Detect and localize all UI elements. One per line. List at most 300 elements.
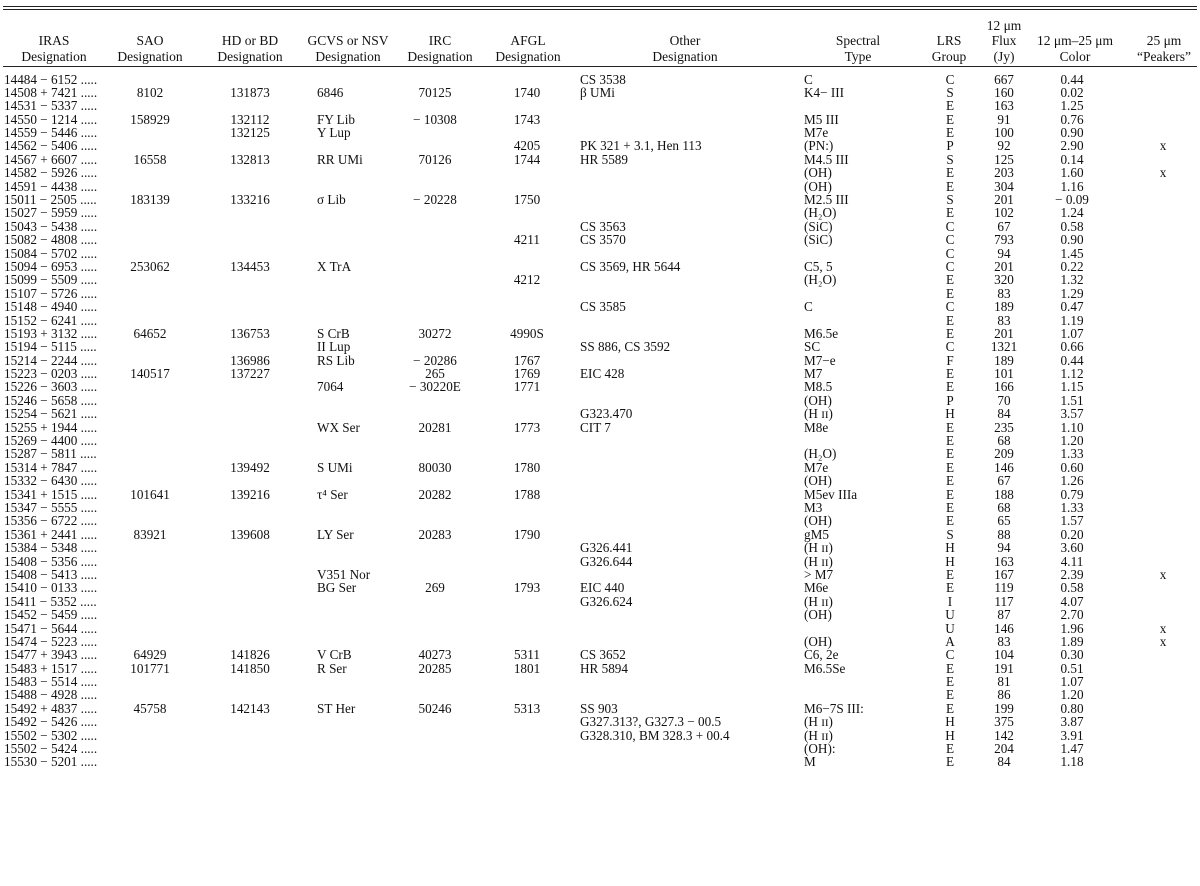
cell-color: 1.89 bbox=[1060, 633, 1084, 649]
top-rule-double bbox=[3, 9, 1197, 10]
table-row bbox=[0, 488, 1200, 501]
cell-flux: 104 bbox=[994, 647, 1014, 663]
cell-afgl: 1740 bbox=[513, 84, 541, 100]
cell-flux: 67 bbox=[997, 218, 1011, 234]
cell-other: G323.470 bbox=[580, 406, 633, 422]
cell-iras: 15488 − 4928 ..... bbox=[4, 687, 98, 703]
cell-spectral-type: (OH) bbox=[804, 165, 832, 181]
table-row bbox=[0, 247, 1200, 260]
cell-iras: 15254 − 5621 ..... bbox=[4, 406, 98, 422]
cell-lrs: E bbox=[945, 660, 955, 676]
cell-other: HR 5894 bbox=[580, 660, 628, 676]
cell-afgl: 1793 bbox=[513, 580, 541, 596]
cell-spectral-type: (H₂O) bbox=[804, 272, 837, 288]
cell-afgl: 1767 bbox=[513, 352, 541, 368]
cell-hd: 139216 bbox=[230, 486, 270, 502]
cell-spectral-type: M5ev IIIa bbox=[804, 486, 858, 502]
table-row bbox=[0, 729, 1200, 742]
cell-iras: 15214 − 2244 ..... bbox=[4, 352, 98, 368]
cell-spectral-type: (OH): bbox=[804, 741, 836, 757]
cell-irc: − 10308 bbox=[413, 111, 457, 127]
cell-color: 1.20 bbox=[1060, 687, 1084, 703]
cell-afgl: 4990S bbox=[510, 325, 544, 341]
cell-spectral-type: (H ɪɪ) bbox=[804, 593, 833, 609]
cell-afgl: 4212 bbox=[513, 272, 541, 288]
table-row bbox=[0, 287, 1200, 300]
cell-flux: 68 bbox=[997, 500, 1011, 515]
cell-other: PK 321 + 3.1, Hen 113 bbox=[580, 138, 702, 154]
table-row bbox=[0, 113, 1200, 126]
table-row bbox=[0, 166, 1200, 179]
cell-iras: 15193 + 3132 ..... bbox=[4, 325, 98, 341]
cell-sao: 8102 bbox=[136, 84, 164, 100]
cell-iras: 15226 − 3603 ..... bbox=[4, 379, 98, 395]
cell-other: SS 903 bbox=[580, 700, 618, 716]
cell-lrs: S bbox=[946, 151, 954, 167]
cell-color: 1.24 bbox=[1060, 205, 1084, 221]
cell-gcvs: 7064 bbox=[317, 379, 344, 395]
table-row bbox=[0, 407, 1200, 420]
cell-color: 1.07 bbox=[1060, 674, 1084, 690]
cell-spectral-type: M7 bbox=[804, 366, 823, 382]
table-row bbox=[0, 742, 1200, 755]
cell-color: 0.22 bbox=[1060, 258, 1084, 274]
cell-flux: 102 bbox=[994, 205, 1014, 221]
table-row bbox=[0, 273, 1200, 286]
cell-flux: 199 bbox=[994, 700, 1014, 716]
cell-afgl: 1744 bbox=[513, 151, 541, 167]
cell-peaker: x bbox=[1159, 165, 1167, 181]
table-row bbox=[0, 755, 1200, 768]
cell-lrs: H bbox=[945, 540, 955, 556]
cell-color: 0.44 bbox=[1060, 71, 1084, 87]
cell-flux: 146 bbox=[994, 620, 1014, 636]
cell-flux: 793 bbox=[994, 232, 1014, 248]
cell-spectral-type: > M7 bbox=[804, 566, 834, 582]
cell-other: G327.313?, G327.3 − 00.5 bbox=[580, 714, 722, 730]
cell-spectral-type: M3 bbox=[804, 500, 823, 515]
header-rule bbox=[3, 66, 1197, 67]
cell-iras: 14531 − 5337 ..... bbox=[4, 98, 98, 114]
cell-irc: 30272 bbox=[418, 325, 452, 341]
cell-iras: 15410 − 0133 ..... bbox=[4, 580, 98, 596]
cell-color: 1.18 bbox=[1060, 754, 1084, 770]
cell-iras: 15255 + 1944 ..... bbox=[4, 419, 98, 435]
table-row bbox=[0, 300, 1200, 313]
cell-flux: 163 bbox=[994, 98, 1014, 114]
cell-color: 3.60 bbox=[1060, 540, 1084, 556]
cell-color: 1.29 bbox=[1060, 285, 1084, 301]
cell-flux: 65 bbox=[997, 513, 1011, 529]
cell-flux: 204 bbox=[994, 741, 1014, 757]
cell-lrs: E bbox=[945, 125, 955, 141]
cell-spectral-type: C5, 5 bbox=[804, 258, 833, 274]
cell-afgl: 1771 bbox=[513, 379, 541, 395]
table-row bbox=[0, 180, 1200, 193]
cell-iras: 15269 − 4400 ..... bbox=[4, 433, 98, 449]
cell-irc: 70125 bbox=[418, 84, 452, 100]
cell-other: EIC 428 bbox=[580, 366, 625, 382]
header-hd: HD or BD Designation bbox=[217, 33, 283, 64]
cell-color: 1.26 bbox=[1060, 473, 1084, 489]
cell-spectral-type: M bbox=[804, 754, 816, 770]
table-row bbox=[0, 715, 1200, 728]
cell-flux: 201 bbox=[994, 258, 1014, 274]
cell-flux: 84 bbox=[997, 754, 1011, 770]
cell-irc: 20282 bbox=[418, 486, 452, 502]
cell-gcvs: S CrB bbox=[317, 325, 350, 341]
cell-irc: 269 bbox=[425, 580, 445, 596]
table-row bbox=[0, 622, 1200, 635]
cell-other: CS 3563 bbox=[580, 218, 626, 234]
cell-iras: 15082 − 4808 ..... bbox=[4, 232, 98, 248]
cell-flux: 67 bbox=[997, 473, 1011, 489]
cell-spectral-type: (H ɪɪ) bbox=[804, 727, 833, 743]
cell-spectral-type: (OH) bbox=[804, 178, 832, 194]
cell-irc: 265 bbox=[425, 366, 445, 382]
cell-lrs: E bbox=[945, 285, 955, 301]
cell-other: CS 3652 bbox=[580, 647, 626, 663]
cell-irc: 80030 bbox=[418, 459, 452, 475]
cell-other: G328.310, BM 328.3 + 00.4 bbox=[580, 727, 730, 743]
cell-iras: 15099 − 5509 ..... bbox=[4, 272, 98, 288]
cell-iras: 15474 − 5223 ..... bbox=[4, 633, 98, 649]
cell-lrs: I bbox=[947, 593, 953, 609]
cell-iras: 15483 − 5514 ..... bbox=[4, 674, 98, 690]
cell-spectral-type: C bbox=[804, 299, 813, 315]
cell-spectral-type: (H₂O) bbox=[804, 205, 837, 221]
cell-spectral-type: C bbox=[804, 71, 813, 87]
header-lrs: LRS Group bbox=[931, 33, 967, 64]
cell-lrs: E bbox=[945, 165, 955, 181]
cell-iras: 15347 − 5555 ..... bbox=[4, 500, 98, 515]
cell-iras: 14562 − 5406 ..... bbox=[4, 138, 98, 154]
cell-lrs: E bbox=[945, 566, 955, 582]
cell-iras: 15384 − 5348 ..... bbox=[4, 540, 98, 556]
cell-iras: 15094 − 6953 ..... bbox=[4, 258, 98, 274]
cell-spectral-type: C6, 2e bbox=[804, 647, 839, 663]
cell-gcvs: RR UMi bbox=[317, 151, 363, 167]
table-row bbox=[0, 220, 1200, 233]
cell-sao: 101771 bbox=[130, 660, 170, 676]
cell-other: CS 3569, HR 5644 bbox=[580, 258, 681, 274]
cell-iras: 15246 − 5658 ..... bbox=[4, 392, 98, 408]
cell-iras: 14582 − 5926 ..... bbox=[4, 165, 98, 181]
cell-afgl: 1750 bbox=[513, 192, 541, 208]
cell-spectral-type: (H ɪɪ) bbox=[804, 553, 833, 569]
table-row bbox=[0, 99, 1200, 112]
cell-flux: 304 bbox=[994, 178, 1014, 194]
cell-flux: 70 bbox=[997, 392, 1011, 408]
cell-flux: 119 bbox=[994, 580, 1014, 596]
cell-iras: 15152 − 6241 ..... bbox=[4, 312, 98, 328]
header-irc: IRC Designation bbox=[407, 33, 473, 64]
table-row bbox=[0, 434, 1200, 447]
table-row bbox=[0, 367, 1200, 380]
cell-lrs: E bbox=[945, 674, 955, 690]
cell-color: 1.96 bbox=[1060, 620, 1084, 636]
cell-gcvs: RS Lib bbox=[317, 352, 355, 368]
table-row bbox=[0, 702, 1200, 715]
cell-iras: 15356 − 6722 ..... bbox=[4, 513, 98, 529]
cell-flux: 201 bbox=[994, 325, 1014, 341]
cell-lrs: E bbox=[945, 513, 955, 529]
table-row bbox=[0, 233, 1200, 246]
table-row bbox=[0, 662, 1200, 675]
cell-lrs: E bbox=[945, 205, 955, 221]
cell-peaker: x bbox=[1159, 138, 1167, 154]
table-row bbox=[0, 380, 1200, 393]
cell-spectral-type: (SiC) bbox=[804, 218, 833, 234]
cell-color: 1.51 bbox=[1060, 392, 1084, 408]
cell-flux: 68 bbox=[997, 433, 1011, 449]
cell-lrs: F bbox=[946, 352, 954, 368]
cell-color: 1.10 bbox=[1060, 419, 1084, 435]
cell-lrs: E bbox=[945, 325, 955, 341]
cell-sao: 64929 bbox=[133, 647, 167, 663]
table-row bbox=[0, 501, 1200, 514]
cell-lrs: E bbox=[945, 178, 955, 194]
cell-spectral-type: M5 III bbox=[804, 111, 839, 127]
cell-gcvs: 6846 bbox=[317, 84, 344, 100]
cell-gcvs: Y Lup bbox=[317, 125, 351, 141]
cell-peaker: x bbox=[1159, 633, 1167, 649]
cell-flux: 203 bbox=[994, 165, 1014, 181]
table-row bbox=[0, 514, 1200, 527]
table-row bbox=[0, 528, 1200, 541]
table-row bbox=[0, 447, 1200, 460]
cell-flux: 83 bbox=[997, 633, 1011, 649]
cell-sao: 158929 bbox=[130, 111, 170, 127]
cell-hd: 133216 bbox=[230, 192, 270, 208]
cell-gcvs: X TrA bbox=[317, 258, 352, 274]
cell-spectral-type: gM5 bbox=[804, 526, 829, 542]
cell-lrs: E bbox=[945, 700, 955, 716]
cell-spectral-type: (OH) bbox=[804, 513, 832, 529]
cell-color: 1.45 bbox=[1060, 245, 1084, 261]
cell-color: 0.20 bbox=[1060, 526, 1084, 542]
cell-other: CS 3585 bbox=[580, 299, 626, 315]
cell-iras: 15408 − 5413 ..... bbox=[4, 566, 98, 582]
cell-color: 2.90 bbox=[1060, 138, 1084, 154]
cell-iras: 14550 − 1214 ..... bbox=[4, 111, 98, 127]
cell-flux: 235 bbox=[994, 419, 1014, 435]
cell-gcvs: R Ser bbox=[317, 660, 347, 676]
cell-irc: 70126 bbox=[418, 151, 452, 167]
cell-hd: 139492 bbox=[230, 459, 270, 475]
cell-flux: 86 bbox=[997, 687, 1011, 703]
table-row bbox=[0, 568, 1200, 581]
cell-lrs: E bbox=[945, 446, 955, 462]
table-row bbox=[0, 595, 1200, 608]
cell-other: β UMi bbox=[580, 84, 615, 100]
header-peakers: 25 μm “Peakers” bbox=[1137, 33, 1191, 64]
cell-iras: 15314 + 7847 ..... bbox=[4, 459, 98, 475]
cell-flux: 667 bbox=[994, 71, 1014, 87]
table-row bbox=[0, 354, 1200, 367]
table-row bbox=[0, 126, 1200, 139]
table-row bbox=[0, 73, 1200, 86]
cell-irc: 20283 bbox=[418, 526, 452, 542]
cell-iras: 15027 − 5959 ..... bbox=[4, 205, 98, 221]
cell-spectral-type: (PN:) bbox=[804, 138, 834, 154]
cell-hd: 134453 bbox=[230, 258, 270, 274]
cell-flux: 94 bbox=[997, 540, 1011, 556]
cell-iras: 14567 + 6607 ..... bbox=[4, 151, 98, 167]
cell-lrs: E bbox=[945, 741, 955, 757]
cell-afgl: 4211 bbox=[514, 232, 540, 248]
cell-iras: 15107 − 5726 ..... bbox=[4, 285, 98, 301]
data-table bbox=[0, 73, 1200, 769]
cell-color: 0.79 bbox=[1060, 486, 1084, 502]
cell-spectral-type: M2.5 III bbox=[804, 192, 849, 208]
cell-hd: 132813 bbox=[230, 151, 270, 167]
cell-color: 1.19 bbox=[1060, 312, 1084, 328]
header-gcvs: GCVS or NSV Designation bbox=[307, 33, 389, 64]
cell-lrs: S bbox=[946, 192, 954, 208]
table-row bbox=[0, 675, 1200, 688]
cell-iras: 14484 − 6152 ..... bbox=[4, 71, 98, 87]
cell-lrs: H bbox=[945, 406, 955, 422]
cell-iras: 14559 − 5446 ..... bbox=[4, 125, 98, 141]
cell-iras: 15452 − 5459 ..... bbox=[4, 607, 98, 623]
cell-color: 2.39 bbox=[1060, 566, 1084, 582]
cell-lrs: H bbox=[945, 714, 955, 730]
cell-lrs: U bbox=[945, 607, 955, 623]
table-row bbox=[0, 555, 1200, 568]
cell-lrs: E bbox=[945, 111, 955, 127]
cell-afgl: 1788 bbox=[513, 486, 541, 502]
cell-color: 1.33 bbox=[1060, 500, 1084, 515]
cell-other: CS 3538 bbox=[580, 71, 626, 87]
cell-spectral-type: M7e bbox=[804, 125, 829, 141]
cell-afgl: 4205 bbox=[513, 138, 541, 154]
cell-flux: 87 bbox=[997, 607, 1011, 623]
cell-sao: 83921 bbox=[133, 526, 167, 542]
cell-flux: 191 bbox=[994, 660, 1014, 676]
cell-lrs: E bbox=[945, 754, 955, 770]
cell-irc: 20285 bbox=[418, 660, 452, 676]
table-row bbox=[0, 139, 1200, 152]
cell-color: 0.14 bbox=[1060, 151, 1084, 167]
cell-color: 0.76 bbox=[1060, 111, 1084, 127]
cell-flux: 83 bbox=[997, 285, 1011, 301]
cell-lrs: U bbox=[945, 620, 955, 636]
cell-lrs: E bbox=[945, 366, 955, 382]
cell-flux: 81 bbox=[997, 674, 1011, 690]
cell-spectral-type: (OH) bbox=[804, 473, 832, 489]
cell-flux: 189 bbox=[994, 299, 1014, 315]
cell-flux: 84 bbox=[997, 406, 1011, 422]
cell-lrs: E bbox=[945, 500, 955, 515]
cell-iras: 15341 + 1515 ..... bbox=[4, 486, 98, 502]
cell-lrs: C bbox=[945, 71, 955, 87]
cell-iras: 15287 − 5811 ..... bbox=[4, 446, 97, 462]
cell-color: 0.02 bbox=[1060, 84, 1084, 100]
cell-flux: 91 bbox=[997, 111, 1011, 127]
cell-afgl: 1801 bbox=[513, 660, 541, 676]
cell-hd: 142143 bbox=[230, 700, 270, 716]
cell-color: 2.70 bbox=[1060, 607, 1084, 623]
table-row bbox=[0, 635, 1200, 648]
table-row bbox=[0, 541, 1200, 554]
cell-iras: 15148 − 4940 ..... bbox=[4, 299, 98, 315]
table-row bbox=[0, 688, 1200, 701]
cell-lrs: C bbox=[945, 647, 955, 663]
cell-iras: 15194 − 5115 ..... bbox=[4, 339, 97, 355]
cell-peaker: x bbox=[1159, 566, 1167, 582]
cell-spectral-type: M7e bbox=[804, 459, 829, 475]
cell-hd: 132125 bbox=[230, 125, 270, 141]
cell-flux: 117 bbox=[994, 593, 1014, 609]
cell-lrs: C bbox=[945, 218, 955, 234]
cell-iras: 15477 + 3943 ..... bbox=[4, 647, 98, 663]
cell-flux: 189 bbox=[994, 352, 1014, 368]
cell-other: HR 5589 bbox=[580, 151, 628, 167]
cell-color: 0.90 bbox=[1060, 232, 1084, 248]
cell-spectral-type: (OH) bbox=[804, 392, 832, 408]
cell-color: 0.51 bbox=[1060, 660, 1084, 676]
cell-other: CIT 7 bbox=[580, 419, 611, 435]
cell-flux: 88 bbox=[997, 526, 1011, 542]
cell-irc: − 20286 bbox=[413, 352, 457, 368]
cell-other: EIC 440 bbox=[580, 580, 625, 596]
top-rule bbox=[3, 6, 1197, 7]
cell-color: 1.12 bbox=[1060, 366, 1084, 382]
cell-color: 1.25 bbox=[1060, 98, 1084, 114]
cell-flux: 209 bbox=[994, 446, 1014, 462]
header-iras: IRAS Designation bbox=[21, 33, 87, 64]
cell-color: 0.80 bbox=[1060, 700, 1084, 716]
cell-spectral-type: (H ɪɪ) bbox=[804, 540, 833, 556]
cell-color: 0.60 bbox=[1060, 459, 1084, 475]
table-row bbox=[0, 153, 1200, 166]
cell-color: 1.15 bbox=[1060, 379, 1084, 395]
cell-sao: 183139 bbox=[130, 192, 170, 208]
cell-spectral-type: (OH) bbox=[804, 633, 832, 649]
cell-lrs: C bbox=[945, 339, 955, 355]
cell-iras: 14591 − 4438 ..... bbox=[4, 178, 98, 194]
table-row bbox=[0, 327, 1200, 340]
cell-iras: 15332 − 6430 ..... bbox=[4, 473, 98, 489]
cell-hd: 141826 bbox=[230, 647, 270, 663]
cell-spectral-type: M6−7S III: bbox=[804, 700, 864, 716]
cell-iras: 15492 − 5426 ..... bbox=[4, 714, 98, 730]
cell-spectral-type: (OH) bbox=[804, 607, 832, 623]
table-row bbox=[0, 581, 1200, 594]
cell-hd: 131873 bbox=[230, 84, 270, 100]
cell-spectral-type: M6e bbox=[804, 580, 829, 596]
cell-iras: 15483 + 1517 ..... bbox=[4, 660, 98, 676]
table-row bbox=[0, 314, 1200, 327]
cell-other: G326.441 bbox=[580, 540, 633, 556]
cell-flux: 375 bbox=[994, 714, 1014, 730]
cell-other: CS 3570 bbox=[580, 232, 626, 248]
table-row bbox=[0, 86, 1200, 99]
cell-gcvs: ST Her bbox=[317, 700, 356, 716]
cell-flux: 92 bbox=[997, 138, 1011, 154]
table-row bbox=[0, 340, 1200, 353]
cell-spectral-type: M7−e bbox=[804, 352, 836, 368]
cell-lrs: P bbox=[946, 392, 954, 408]
cell-flux: 166 bbox=[994, 379, 1014, 395]
cell-color: 0.30 bbox=[1060, 647, 1084, 663]
cell-gcvs: σ Lib bbox=[317, 192, 346, 208]
table-row bbox=[0, 421, 1200, 434]
cell-lrs: C bbox=[945, 299, 955, 315]
cell-color: 0.58 bbox=[1060, 218, 1084, 234]
cell-iras: 15492 + 4837 ..... bbox=[4, 700, 98, 716]
